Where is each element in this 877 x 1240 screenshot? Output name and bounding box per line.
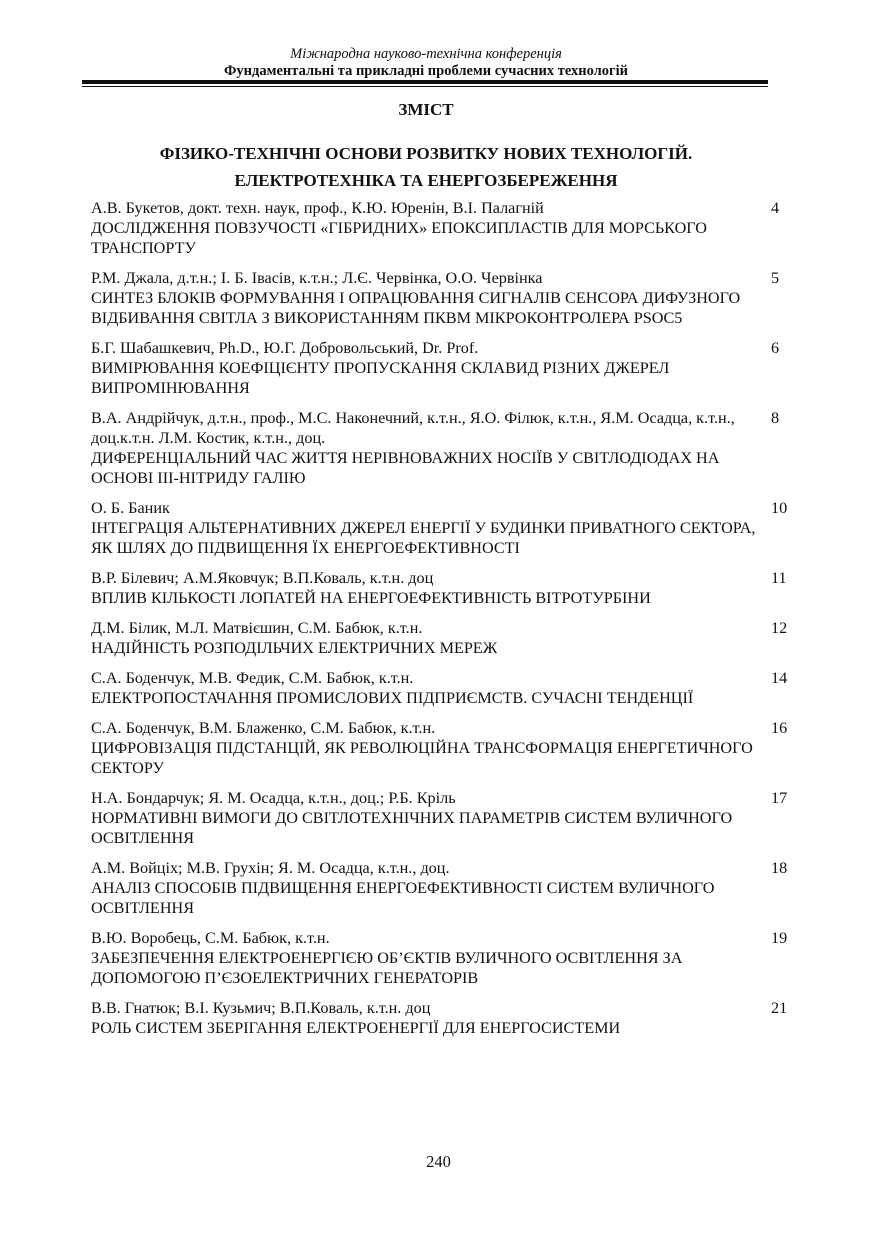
entry-title: РОЛЬ СИСТЕМ ЗБЕРІГАННЯ ЕЛЕКТРОЕНЕРГІЇ ДЛЯ ЕНЕРГОСИСТЕМИ <box>91 1019 621 1037</box>
entry-title: ЕЛЕКТРОПОСТАЧАННЯ ПРОМИСЛОВИХ ПІДПРИЄМСТВ. СУЧАСНІ ТЕНДЕНЦІЇ <box>91 689 694 707</box>
entry-title: СИНТЕЗ БЛОКІВ ФОРМУВАННЯ І ОПРАЦЮВАННЯ СИГНАЛІВ СЕНСОРА ДИФУЗНОГО ВІДБИВАННЯ СВІТЛА З ВИКОРИСТАННЯМ ПКВМ МІКРОКОНТРОЛЕРА PSOC5 <box>91 289 741 327</box>
entry-authors: О. Б. Баник <box>91 499 170 517</box>
conference-topic: Фундаментальні та прикладні проблеми сучасних технологій <box>223 63 629 79</box>
page-number: 240 <box>426 1152 451 1171</box>
toc-entry <box>91 668 791 708</box>
toc-entry <box>91 858 791 918</box>
entry-page: 10 <box>771 499 788 517</box>
section-title <box>84 140 768 194</box>
conference-name: Міжнародна науково-технічна конференція <box>290 46 562 62</box>
running-header <box>84 46 768 80</box>
entry-title: НОРМАТИВНІ ВИМОГИ ДО СВІТЛОТЕХНІЧНИХ ПАРАМЕТРІВ СИСТЕМ ВУЛИЧНОГО ОСВІТЛЕННЯ <box>91 809 733 847</box>
entry-page: 17 <box>771 789 788 807</box>
toc-entry <box>91 198 791 258</box>
entry-title: ДОСЛІДЖЕННЯ ПОВЗУЧОСТІ «ГІБРИДНИХ» ЕПОКСИПЛАСТІВ ДЛЯ МОРСЬКОГО ТРАНСПОРТУ <box>91 219 707 257</box>
entry-authors: Р.М. Джала, д.т.н.; І. Б. Івасів, к.т.н.; Л.Є. Червінка, О.О. Червінка <box>91 269 543 287</box>
entry-authors: А.М. Войціх; М.В. Грухін; Я. М. Осадца, к.т.н., доц. <box>91 859 450 877</box>
entry-authors: В.Р. Білевич; А.М.Яковчук; В.П.Коваль, к.т.н. доц <box>91 569 434 587</box>
toc-entries <box>91 198 791 1048</box>
entry-authors: Н.А. Бондарчук; Я. М. Осадца, к.т.н., доц.; Р.Б. Кріль <box>91 789 456 807</box>
entry-title: ЗАБЕЗПЕЧЕННЯ ЕЛЕКТРОЕНЕРГІЄЮ ОБ’ЄКТІВ ВУЛИЧНОГО ОСВІТЛЕННЯ ЗА ДОПОМОГОЮ П’ЄЗОЕЛЕКТРИЧНИХ ГЕНЕРАТОРІВ <box>91 949 683 987</box>
toc-title: ЗМІСТ <box>398 100 454 119</box>
entry-title: ІНТЕГРАЦІЯ АЛЬТЕРНАТИВНИХ ДЖЕРЕЛ ЕНЕРГІЇ У БУДИНКИ ПРИВАТНОГО СЕКТОРА, ЯК ШЛЯХ ДО ПІДВИЩЕННЯ ЇХ ЕНЕРГОЕФЕКТИВНОСТІ <box>91 519 756 557</box>
toc-entry <box>91 408 791 488</box>
entry-page: 14 <box>771 669 788 687</box>
toc-entry <box>91 788 791 848</box>
entry-page: 16 <box>771 719 788 737</box>
entry-authors: В.А. Андрійчук, д.т.н., проф., М.С. Наконечний, к.т.н., Я.О. Філюк, к.т.н., Я.М. Осадца, к.т.н., доц.к.т.н. Л.М. Костик, к.т.н., доц. <box>91 409 735 447</box>
entry-title: АНАЛІЗ СПОСОБІВ ПІДВИЩЕННЯ ЕНЕРГОЕФЕКТИВНОСТІ СИСТЕМ ВУЛИЧНОГО ОСВІТЛЕННЯ <box>91 879 715 917</box>
section-title-line-1: ФІЗИКО-ТЕХНІЧНІ ОСНОВИ РОЗВИТКУ НОВИХ ТЕХНОЛОГІЙ. <box>159 144 693 163</box>
entry-authors: Д.М. Білик, М.Л. Матвієшин, С.М. Бабюк, к.т.н. <box>91 619 423 637</box>
toc-entry <box>91 498 791 558</box>
toc-entry <box>91 618 791 658</box>
toc-entry <box>91 568 791 608</box>
entry-page: 12 <box>771 619 788 637</box>
entry-page: 11 <box>771 569 787 587</box>
entry-authors: С.А. Боденчук, М.В. Федик, С.М. Бабюк, к.т.н. <box>91 669 414 687</box>
entry-page: 6 <box>771 339 780 357</box>
entry-authors: В.Ю. Воробець, С.М. Бабюк, к.т.н. <box>91 929 330 947</box>
entry-page: 21 <box>771 999 788 1017</box>
entry-page: 4 <box>771 199 780 217</box>
entry-page: 5 <box>771 269 780 287</box>
entry-authors: С.А. Боденчук, В.М. Блаженко, С.М. Бабюк, к.т.н. <box>91 719 436 737</box>
entry-title: ВПЛИВ КІЛЬКОСТІ ЛОПАТЕЙ НА ЕНЕРГОЕФЕКТИВНІСТЬ ВІТРОТУРБІНИ <box>91 589 651 607</box>
header-rule-thin <box>82 86 768 87</box>
toc-entry <box>91 718 791 778</box>
toc-entry <box>91 998 791 1038</box>
entry-authors: Б.Г. Шабашкевич, Ph.D., Ю.Г. Добровольський, Dr. Prof. <box>91 339 479 357</box>
section-title-line-2: ЕЛЕКТРОТЕХНІКА ТА ЕНЕРГОЗБЕРЕЖЕННЯ <box>234 171 618 190</box>
entry-title: НАДІЙНІСТЬ РОЗПОДІЛЬЧИХ ЕЛЕКТРИЧНИХ МЕРЕЖ <box>91 639 498 657</box>
entry-title: ВИМІРЮВАННЯ КОЕФІЦІЄНТУ ПРОПУСКАННЯ СКЛАВИД РІЗНИХ ДЖЕРЕЛ ВИПРОМІНЮВАННЯ <box>91 359 670 397</box>
entry-authors: В.В. Гнатюк; В.І. Кузьмич; В.П.Коваль, к.т.н. доц <box>91 999 431 1017</box>
entry-page: 19 <box>771 929 788 947</box>
toc-entry <box>91 928 791 988</box>
entry-page: 18 <box>771 859 788 877</box>
toc-entry <box>91 338 791 398</box>
entry-authors: А.В. Букетов, докт. техн. наук, проф., К.Ю. Юренін, В.І. Палагній <box>91 199 544 217</box>
entry-page: 8 <box>771 409 780 427</box>
entry-title: ДИФЕРЕНЦІАЛЬНИЙ ЧАС ЖИТТЯ НЕРІВНОВАЖНИХ НОСІЇВ У СВІТЛОДІОДАХ НА ОСНОВІ ІІІ-НІТРИДУ ГАЛІЮ <box>91 449 720 487</box>
toc-entry <box>91 268 791 328</box>
entry-title: ЦИФРОВІЗАЦІЯ ПІДСТАНЦІЙ, ЯК РЕВОЛЮЦІЙНА ТРАНСФОРМАЦІЯ ЕНЕРГЕТИЧНОГО СЕКТОРУ <box>91 739 753 777</box>
header-rule-thick <box>82 80 768 84</box>
